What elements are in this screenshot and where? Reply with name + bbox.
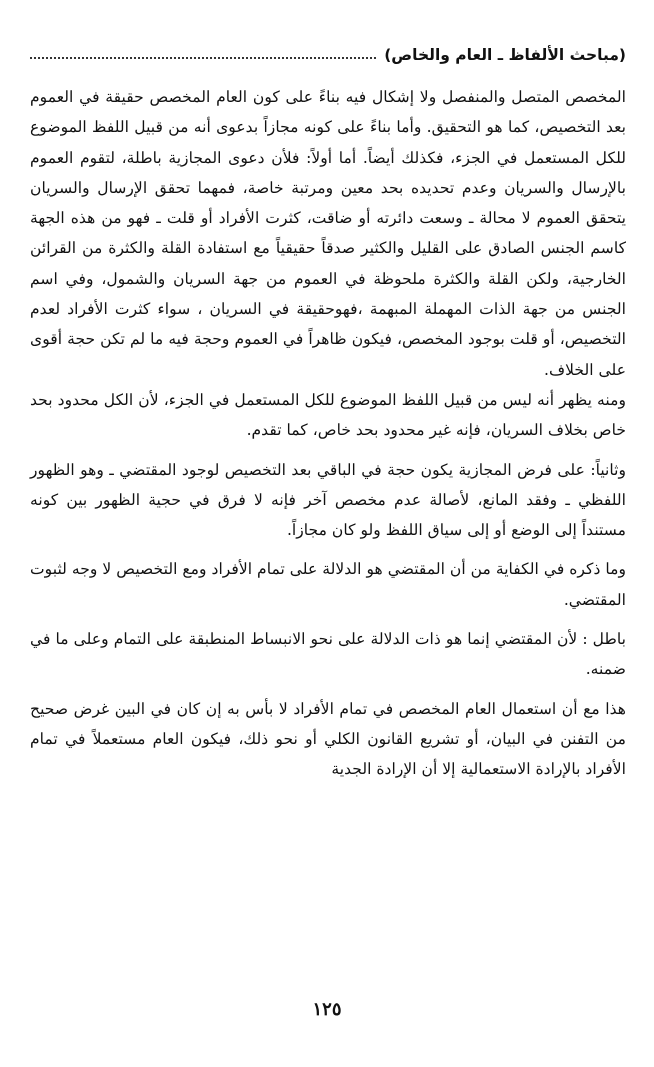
body-text <box>30 82 626 785</box>
paragraph-5: باطل : لأن المقتضي إنما هو ذات الدلالة على نحو الانبساط المنطبقة على التمام وعلى ما في ضمنه. <box>30 630 626 679</box>
page-number: ١٢٥ <box>312 999 342 1020</box>
header-dot-leader <box>30 57 376 59</box>
book-page <box>30 38 626 785</box>
paragraph-6: هذا مع أن استعمال العام المخصص في تمام الأفراد لا بأس به إن كان في البين غرض صحيح من التفنن في البيان، أو تشريع القانون الكلي أو نحو ذلك، فيكون العام مستعملاً في تمام الأفراد بالإرادة الاستعمالية إلا أن الإرادة الجدية <box>30 699 626 779</box>
paragraph-2: ومنه يظهر أنه ليس من قبيل اللفظ الموضوع للكل المستعمل في الجزء، لأن الكل محدود بحد خاص بخلاف السريان، فإنه غير محدود بحد خاص، كما تقدم. <box>30 390 626 440</box>
chapter-title: (مباحث الألفاظ ـ العام والخاص) <box>384 46 626 64</box>
running-header <box>30 38 626 72</box>
paragraph-3: وثانياً: على فرض المجازية يكون حجة في الباقي بعد التخصيص لوجود المقتضي ـ وهو الظهور اللفظي ـ وفقد المانع، لأصالة عدم مخصص آخر فإنه لا فرق في حجية الظهور بين كونه مستنداً إلى الوضع أو إلى سياق اللفظ ولو كان مجازاً. <box>30 460 626 540</box>
paragraph-4: وما ذكره في الكفاية من أن المقتضي هو الدلالة على تمام الأفراد ومع التخصيص لا وجه لثبوت المقتضي. <box>30 560 626 609</box>
paragraph-1: المخصص المتصل والمنفصل ولا إشكال فيه بناءً على كون العام المخصص حقيقة في العموم بعد التخصيص، كما هو التحقيق. وأما بناءً على كونه مجازاً بدعوى أنه من قبيل اللفظ الموضوع للكل المستعمل في الجزء، فكذلك أيضاً. أما أولاً: فلأن دعوى المجازية باطلة، لتقوم العموم بالإرسال والسريان وعدم تحديده بحد معين ومرتبة خاصة، فمهما تحقق الإرسال والسريان يتحقق العموم لا محالة ـ وسعت دائرته أو ضاقت، كثرت الأفراد أو قلت ـ فهو من هذه الجهة كاسم الجنس الصادق على القليل والكثير صدقاً حقيقياً مع استفادة القلة والكثرة من القرائن الخارجية، ولكن القلة والكثرة ملحوظة في العموم من جهة السريان والشمول، وفي اسم الجنس من جهة الذات المهملة المبهمة ،فهوحقيقة في السريان ، سواء كثرت الأفراد لعدم التخصيص، أو قلت بوجود المخصص، فيكون ظاهراً في العموم وحجة فيه ما لم تكن حجة أقوى على الخلاف. <box>30 88 626 379</box>
